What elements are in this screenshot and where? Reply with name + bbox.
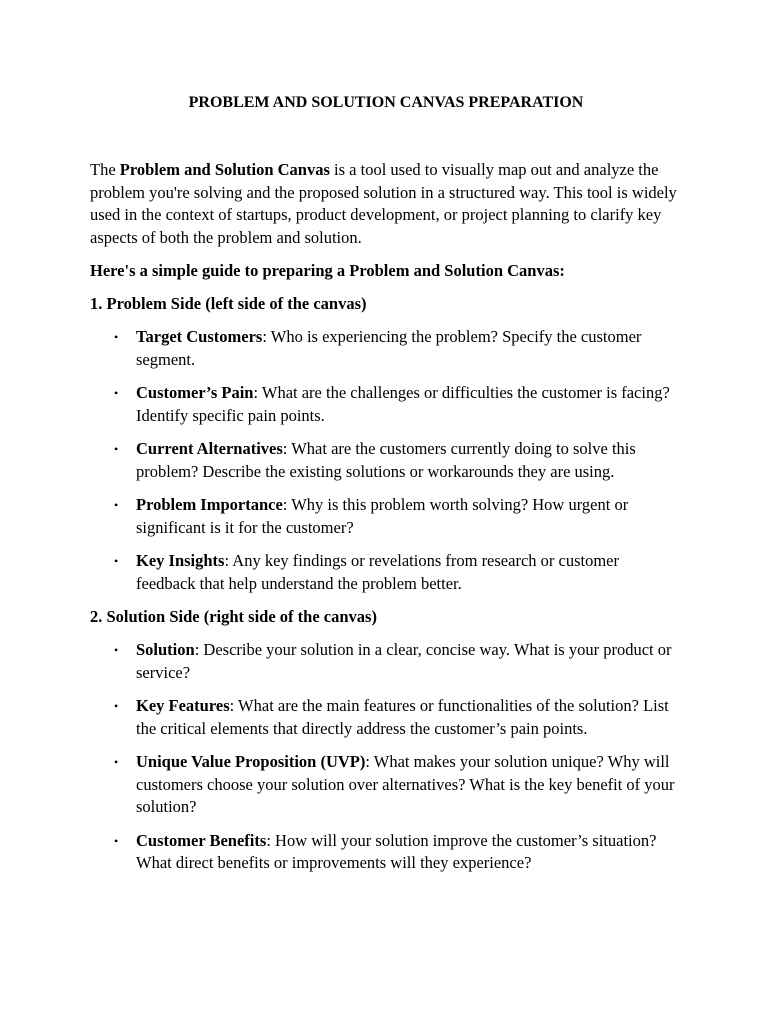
item-text: : Describe your solution in a clear, concise way. What is your product or service? [136, 640, 672, 682]
item-text: : Any key findings or revelations from research or customer feedback that help understand the problem better. [136, 551, 619, 593]
guide-heading: Here's a simple guide to preparing a Problem and Solution Canvas: [90, 261, 565, 280]
item-term: Customer Benefits [136, 830, 267, 850]
bullet-icon: • [114, 755, 119, 769]
item-term: Problem Importance [136, 495, 283, 514]
item-term: Key Features [136, 696, 230, 715]
bullet-icon: • [114, 833, 119, 848]
list-item [114, 438, 682, 483]
solution-list [90, 639, 682, 875]
list-item [114, 639, 682, 684]
item-term: Current Alternatives [136, 439, 283, 458]
list-item [114, 326, 682, 371]
intro-rest: is a tool used to visually map out and analyze the problem you're solving and the proposed solution in a structured way. This tool is widely used in the context of startups, product development, or project planning to clarify key aspects of both the problem and solution. [90, 160, 677, 247]
intro-paragraph [90, 159, 682, 249]
list-item [114, 550, 682, 595]
bullet-icon: • [114, 498, 119, 512]
list-item [114, 382, 682, 427]
list-item [114, 494, 682, 539]
section-heading-problem: 1. Problem Side (left side of the canvas) [90, 294, 367, 313]
section-heading-solution: 2. Solution Side (right side of the canvas) [90, 607, 377, 626]
item-term: Unique Value Proposition (UVP) [136, 752, 366, 771]
item-text: : What are the challenges or difficulties the customer is facing? Identify specific pain points. [136, 383, 670, 425]
item-text: : Why is this problem worth solving? How urgent or significant is it for the customer? [136, 495, 629, 537]
item-term: Target Customers [136, 327, 263, 346]
bullet-icon: • [114, 386, 119, 400]
bullet-icon: • [114, 554, 119, 568]
bullet-icon: • [114, 330, 119, 344]
item-text: : What makes your solution unique? Why will customers choose your solution over alternatives? What is the key benefit of your solution? [136, 752, 675, 816]
item-text: : What are the main features or functionalities of the solution? List the critical elements that directly address the customer’s pain points. [136, 696, 669, 738]
item-text: : Who is experiencing the problem? Specify the customer segment. [136, 327, 642, 369]
item-term: Key Insights [136, 551, 225, 570]
item-text: : What are the customers currently doing to solve this problem? Describe the existing solutions or workarounds they are using. [136, 439, 636, 481]
item-text: : How will your solution improve the customer’s situation? What direct benefits or improvements will they experience? [136, 830, 657, 872]
problem-list [90, 326, 682, 595]
list-item [114, 830, 682, 875]
bullet-icon: • [114, 699, 119, 713]
bullet-icon: • [114, 442, 119, 456]
page-title: PROBLEM AND SOLUTION CANVAS PREPARATION [188, 94, 584, 111]
item-term: Customer’s Pain [136, 383, 254, 402]
intro-bold-term: Problem and Solution Canvas [119, 160, 330, 179]
list-item [114, 695, 682, 740]
item-term: Solution [136, 640, 195, 659]
list-item [114, 751, 682, 819]
intro-lead: The [90, 160, 120, 179]
bullet-icon: • [114, 643, 119, 657]
